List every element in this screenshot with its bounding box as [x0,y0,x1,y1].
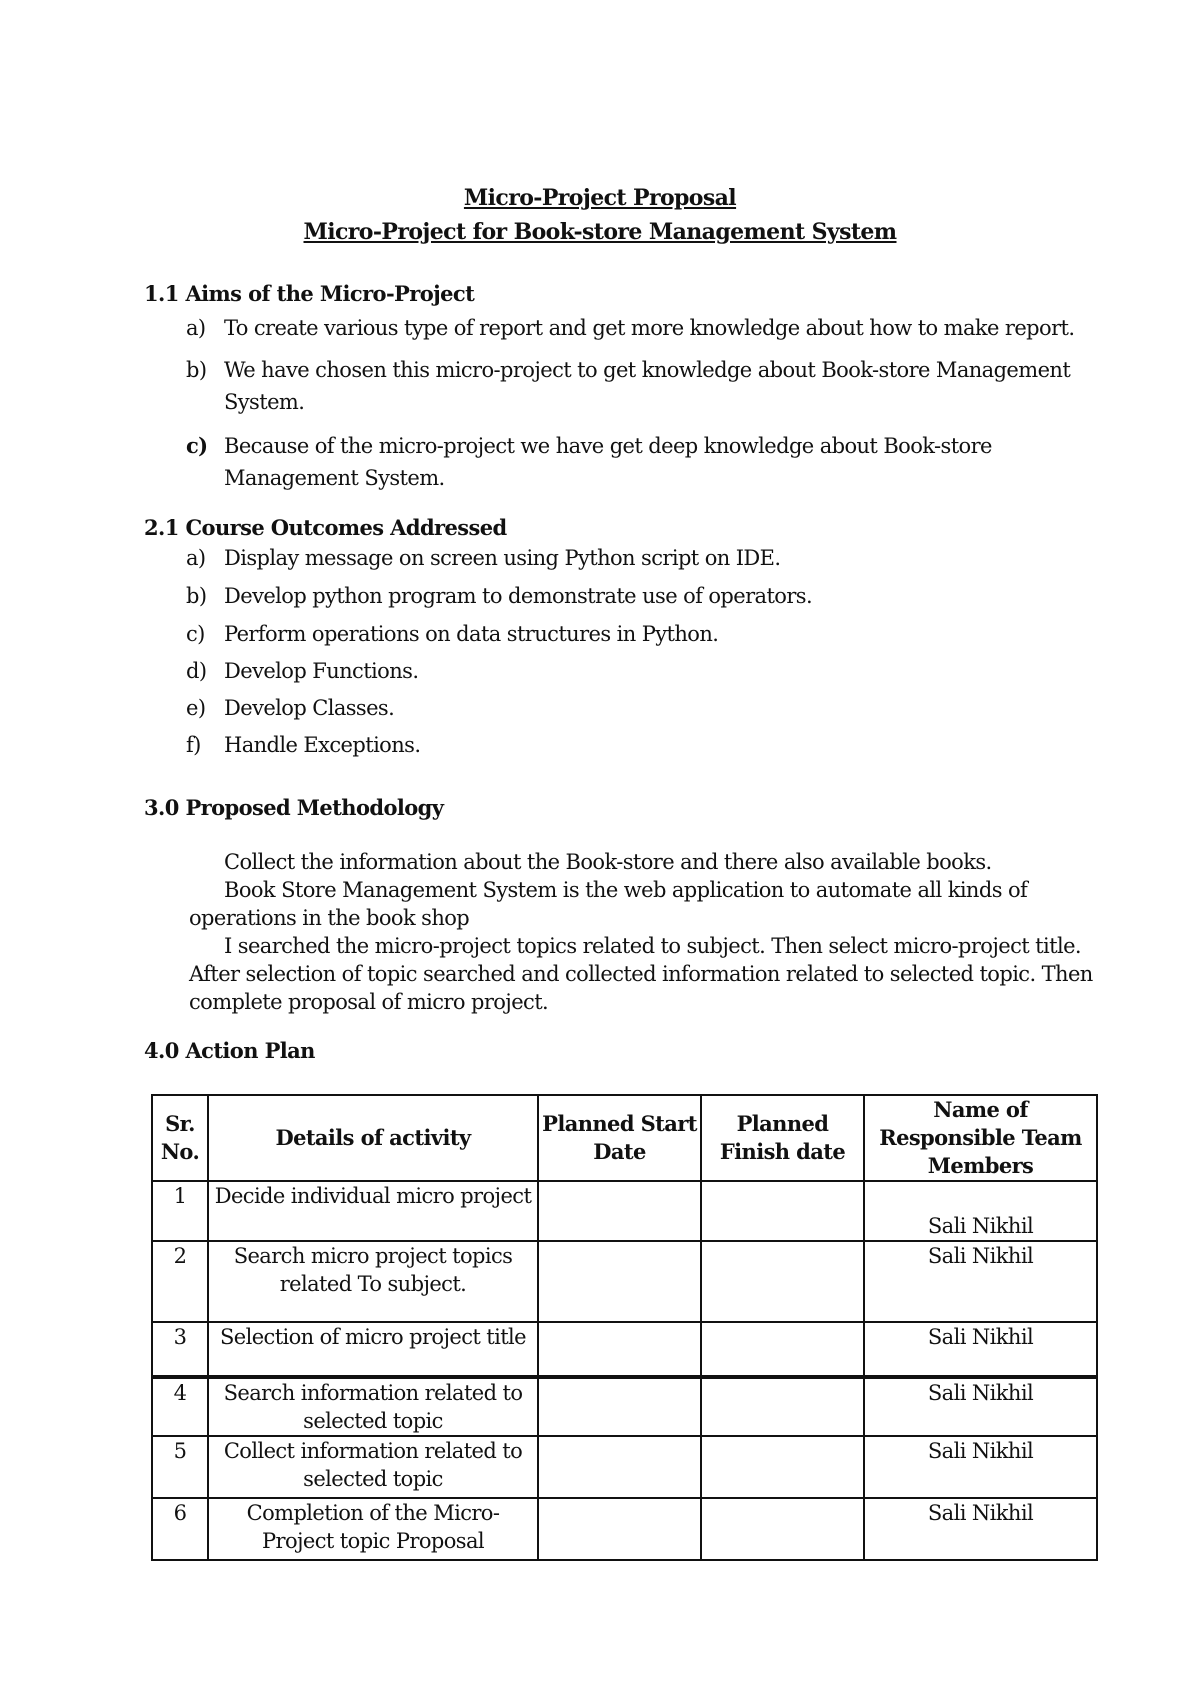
table-row [152,1181,1097,1241]
aims-item-a-text: To create various type of report and get more knowledge about how to make report. [224,316,1075,340]
outcome-item-d [186,655,1106,687]
section-methodology-heading: 3.0 Proposed Methodology [144,795,444,820]
document-title: Micro-Project Proposal [463,185,737,211]
cell-activity: Search micro project topics related To subject. [208,1241,538,1322]
outcome-item-c-label: c) [186,622,205,646]
cell-start [538,1498,701,1560]
cell-start [538,1436,701,1498]
col-header-activity: Details of activity [208,1095,538,1181]
cell-start [538,1181,701,1241]
cell-finish [701,1181,864,1241]
cell-finish [701,1322,864,1377]
action-plan-table [151,1094,1098,1561]
outcome-item-e-text: Develop Classes. [224,696,395,720]
aims-item-c-text: Because of the micro-project we have get deep knowledge about Book-store Management System. [224,434,992,490]
outcome-item-f-text: Handle Exceptions. [224,733,421,757]
cell-sr: 6 [152,1498,208,1560]
outcome-item-b [186,580,1106,612]
cell-finish [701,1436,864,1498]
aims-item-b-label: b) [186,358,207,382]
col-header-planned-finish: Planned Finish date [701,1095,864,1181]
outcome-item-a-label: a) [186,546,206,570]
outcome-item-c [186,618,1106,650]
cell-sr: 2 [152,1241,208,1322]
outcome-item-b-label: b) [186,584,207,608]
cell-member: Sali Nikhil [864,1181,1097,1241]
aims-item-b-text: We have chosen this micro-project to get knowledge about Book-store Management System. [224,358,1071,414]
table-row [152,1322,1097,1377]
cell-sr: 4 [152,1377,208,1436]
cell-member: Sali Nikhil [864,1377,1097,1436]
aims-item-a-label: a) [186,316,206,340]
cell-finish [701,1498,864,1560]
outcome-item-e [186,692,1106,724]
outcome-item-b-text: Develop python program to demonstrate use of operators. [224,584,813,608]
table-row [152,1377,1097,1436]
section-outcomes-heading: 2.1 Course Outcomes Addressed [144,515,507,540]
cell-activity: Selection of micro project title [208,1322,538,1377]
cell-member: Sali Nikhil [864,1498,1097,1560]
cell-sr: 3 [152,1322,208,1377]
table-row [152,1241,1097,1322]
outcome-item-c-text: Perform operations on data structures in Python. [224,622,719,646]
cell-member: Sali Nikhil [864,1322,1097,1377]
cell-start [538,1241,701,1322]
col-header-sr-no: Sr. No. [152,1095,208,1181]
aims-item-a [186,312,1106,344]
outcome-item-d-label: d) [186,659,207,683]
section-aims-heading: 1.1 Aims of the Micro-Project [144,281,475,306]
table-header-row [152,1095,1097,1181]
cell-finish [701,1377,864,1436]
outcome-item-a [186,542,1106,574]
cell-finish [701,1241,864,1322]
methodology-paragraph-3 [189,932,1114,1016]
cell-member: Sali Nikhil [864,1241,1097,1322]
outcome-item-e-label: e) [186,696,206,720]
methodology-paragraph-1-text: Collect the information about the Book-store and there also available books. [224,850,992,874]
cell-sr: 5 [152,1436,208,1498]
cell-activity: Completion of the Micro-Project topic Proposal [208,1498,538,1560]
cell-start [538,1377,701,1436]
methodology-paragraph-2 [189,876,1114,932]
table-row [152,1498,1097,1560]
aims-item-c [186,430,1106,494]
aims-item-c-label: c) [186,433,208,458]
cell-start [538,1322,701,1377]
col-header-responsible-members: Name of Responsible Team Members [864,1095,1097,1181]
cell-activity: Decide individual micro project [208,1181,538,1241]
cell-member: Sali Nikhil [864,1436,1097,1498]
cell-activity: Collect information related to selected topic [208,1436,538,1498]
outcome-item-d-text: Develop Functions. [224,659,419,683]
outcome-item-f [186,729,1106,761]
aims-item-b [186,354,1106,418]
table-row [152,1436,1097,1498]
section-action-plan-heading: 4.0 Action Plan [144,1038,315,1063]
col-header-planned-start: Planned Start Date [538,1095,701,1181]
cell-sr: 1 [152,1181,208,1241]
methodology-paragraph-2-text: Book Store Management System is the web application to automate all kinds of operations in the book shop [189,878,1028,930]
outcome-item-f-label: f) [186,733,201,757]
methodology-paragraph-3-text: I searched the micro-project topics related to subject. Then select micro-project title. After selection of topic searched and collected information related to selected topic. Then complete proposal of micro project. [189,934,1093,1014]
cell-activity: Search information related to selected topic [208,1377,538,1436]
outcome-item-a-text: Display message on screen using Python script on IDE. [224,546,781,570]
document-subtitle: Micro-Project for Book-store Management System [303,219,897,245]
methodology-paragraph-1 [189,848,1114,876]
